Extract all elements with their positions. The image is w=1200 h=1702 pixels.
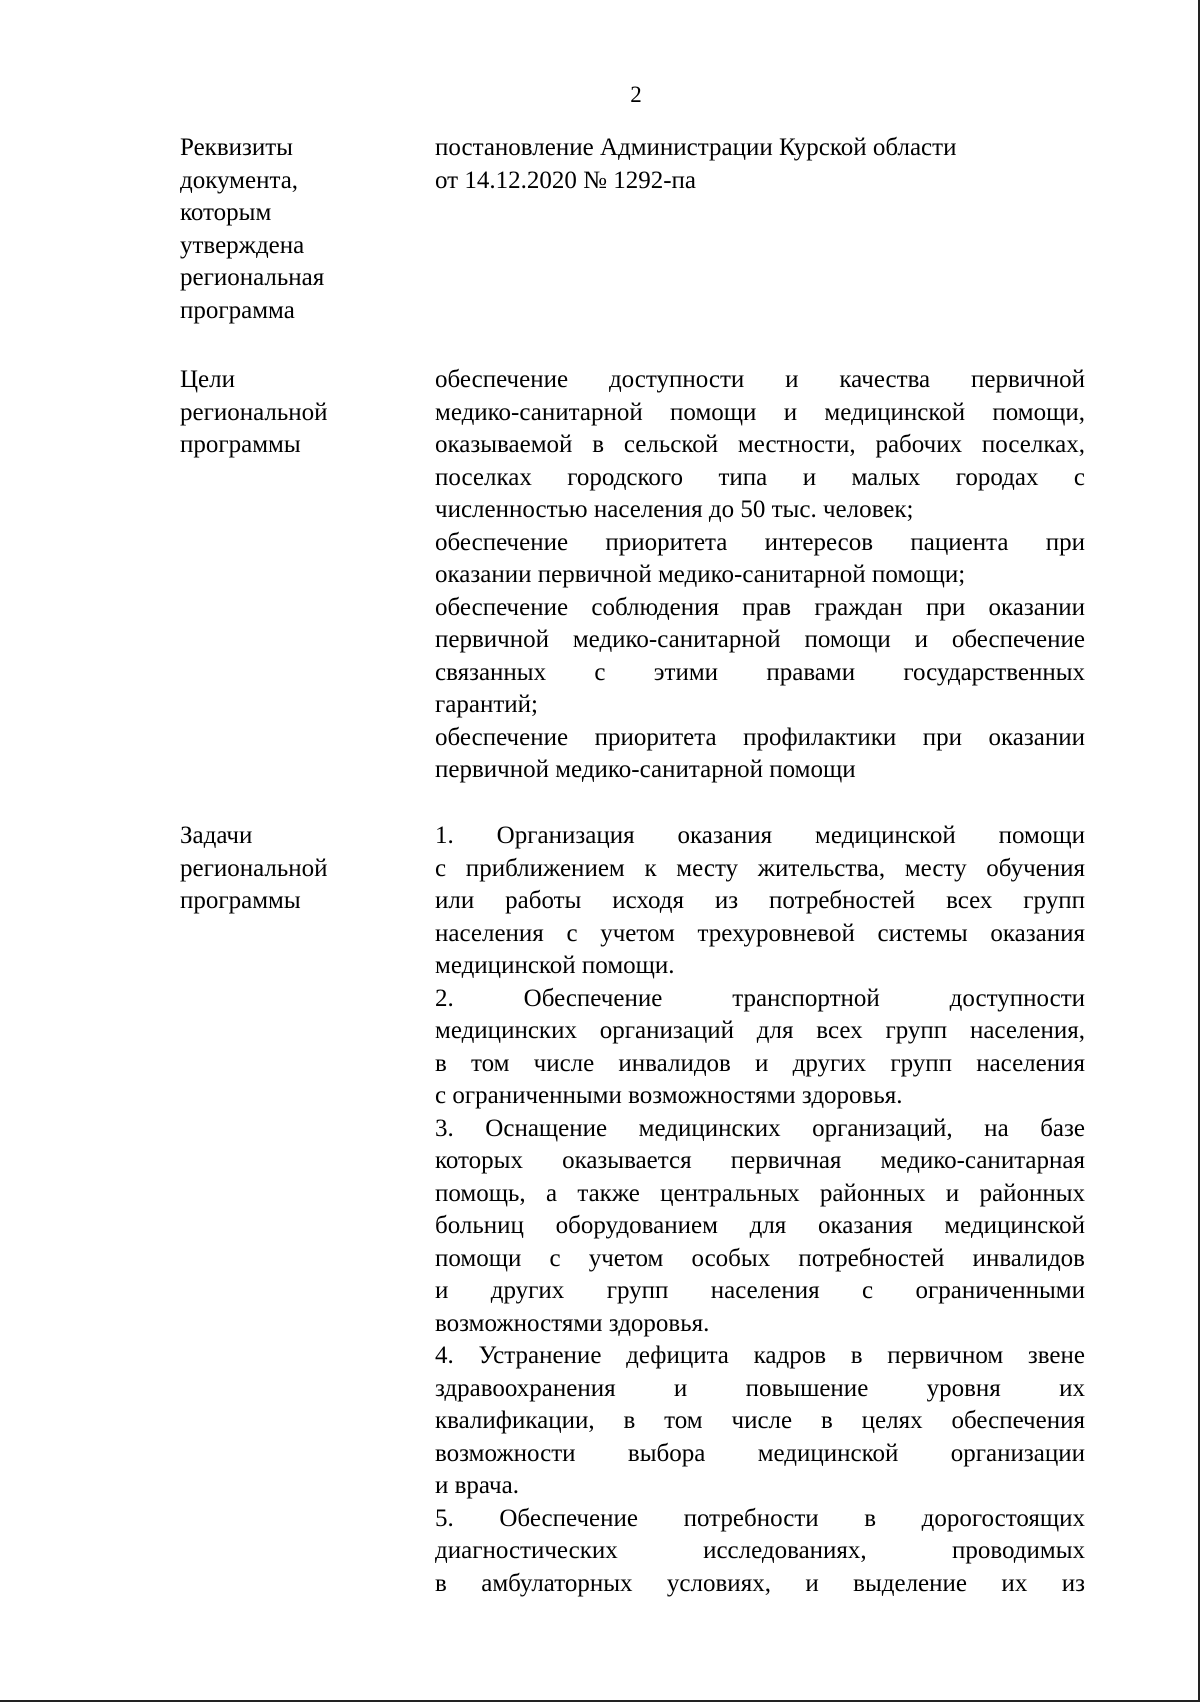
value-line: связанных с этими правами государственных xyxy=(435,658,1085,686)
value-line: гарантий; xyxy=(435,691,538,718)
value-line: первичной медико-санитарной помощи xyxy=(435,756,856,783)
label-line: региональной xyxy=(180,854,328,882)
value-line: 2. Обеспечение транспортной доступности xyxy=(435,984,1085,1012)
value-line: в амбулаторных условиях, и выделение их из xyxy=(435,1569,1085,1597)
value-line: 5. Обеспечение потребности в дорогостоящих xyxy=(435,1504,1085,1532)
value-line: 3. Оснащение медицинских организаций, на базе xyxy=(435,1114,1085,1142)
label-line: программы xyxy=(180,431,301,458)
value-line: от 14.12.2020 № 1292-па xyxy=(435,166,696,194)
goals-value xyxy=(435,364,1085,787)
tasks-label xyxy=(180,820,380,918)
value-line: обеспечение доступности и качества первичной xyxy=(435,366,1085,393)
value-line: обеспечение соблюдения прав граждан при оказании xyxy=(435,593,1085,621)
value-line: медицинских организаций для всех групп населения, xyxy=(435,1017,1085,1044)
label-line: программа xyxy=(180,296,295,324)
requisites-value xyxy=(435,132,1085,197)
value-line: обеспечение приоритета профилактики при оказании xyxy=(435,723,1085,751)
label-line: утверждена xyxy=(180,231,305,259)
tasks-value xyxy=(435,820,1085,1600)
value-line: больниц оборудованием для оказания медицинской xyxy=(435,1212,1085,1239)
goals-label xyxy=(180,364,380,462)
value-line: и врача. xyxy=(435,1472,519,1499)
label-line: программы xyxy=(180,887,301,914)
label-line: которым xyxy=(180,199,272,226)
value-line: медицинской помощи. xyxy=(435,952,675,979)
value-line: здравоохранения и повышение уровня их xyxy=(435,1374,1085,1402)
value-line: постановление Администрации Курской области xyxy=(435,134,957,161)
value-line: оказании первичной медико-санитарной помощи; xyxy=(435,561,966,588)
value-line: медико-санитарной помощи и медицинской помощи, xyxy=(435,398,1085,426)
value-line: и других групп населения с ограниченными xyxy=(435,1277,1085,1304)
page-number: 2 xyxy=(630,82,642,107)
label-line: Реквизиты xyxy=(180,134,293,161)
value-line: 4. Устранение дефицита кадров в первичном звене xyxy=(435,1342,1085,1369)
value-line: поселках городского типа и малых городах с xyxy=(435,463,1085,491)
value-line: с ограниченными возможностями здоровья. xyxy=(435,1082,903,1109)
requisites-label xyxy=(180,132,380,327)
label-line: региональная xyxy=(180,264,325,291)
value-line: в том числе инвалидов и других групп населения xyxy=(435,1049,1085,1077)
value-line: возможности выбора медицинской организации xyxy=(435,1439,1085,1467)
value-line: численностью населения до 50 тыс. человек; xyxy=(435,496,914,523)
value-line: с приближением к месту жительства, месту обучения xyxy=(435,854,1085,882)
label-line: Задачи xyxy=(180,822,253,849)
value-line: оказываемой в сельской местности, рабочих поселках, xyxy=(435,431,1085,458)
value-line: обеспечение приоритета интересов пациента при xyxy=(435,528,1085,556)
value-line: квалификации, в том числе в целях обеспечения xyxy=(435,1407,1085,1434)
label-line: документа, xyxy=(180,166,299,194)
value-line: возможностями здоровья. xyxy=(435,1309,710,1337)
value-line: диагностических исследованиях, проводимых xyxy=(435,1537,1085,1564)
label-line: региональной xyxy=(180,398,328,426)
value-line: 1. Организация оказания медицинской помощи xyxy=(435,822,1085,849)
value-line: помощи с учетом особых потребностей инвалидов xyxy=(435,1244,1085,1272)
value-line: которых оказывается первичная медико-санитарная xyxy=(435,1147,1085,1174)
value-line: первичной медико-санитарной помощи и обеспечение xyxy=(435,626,1085,653)
value-line: населения с учетом трехуровневой системы оказания xyxy=(435,919,1085,947)
value-line: или работы исходя из потребностей всех групп xyxy=(435,887,1085,914)
label-line: Цели xyxy=(180,366,236,393)
value-line: помощь, а также центральных районных и районных xyxy=(435,1179,1085,1207)
